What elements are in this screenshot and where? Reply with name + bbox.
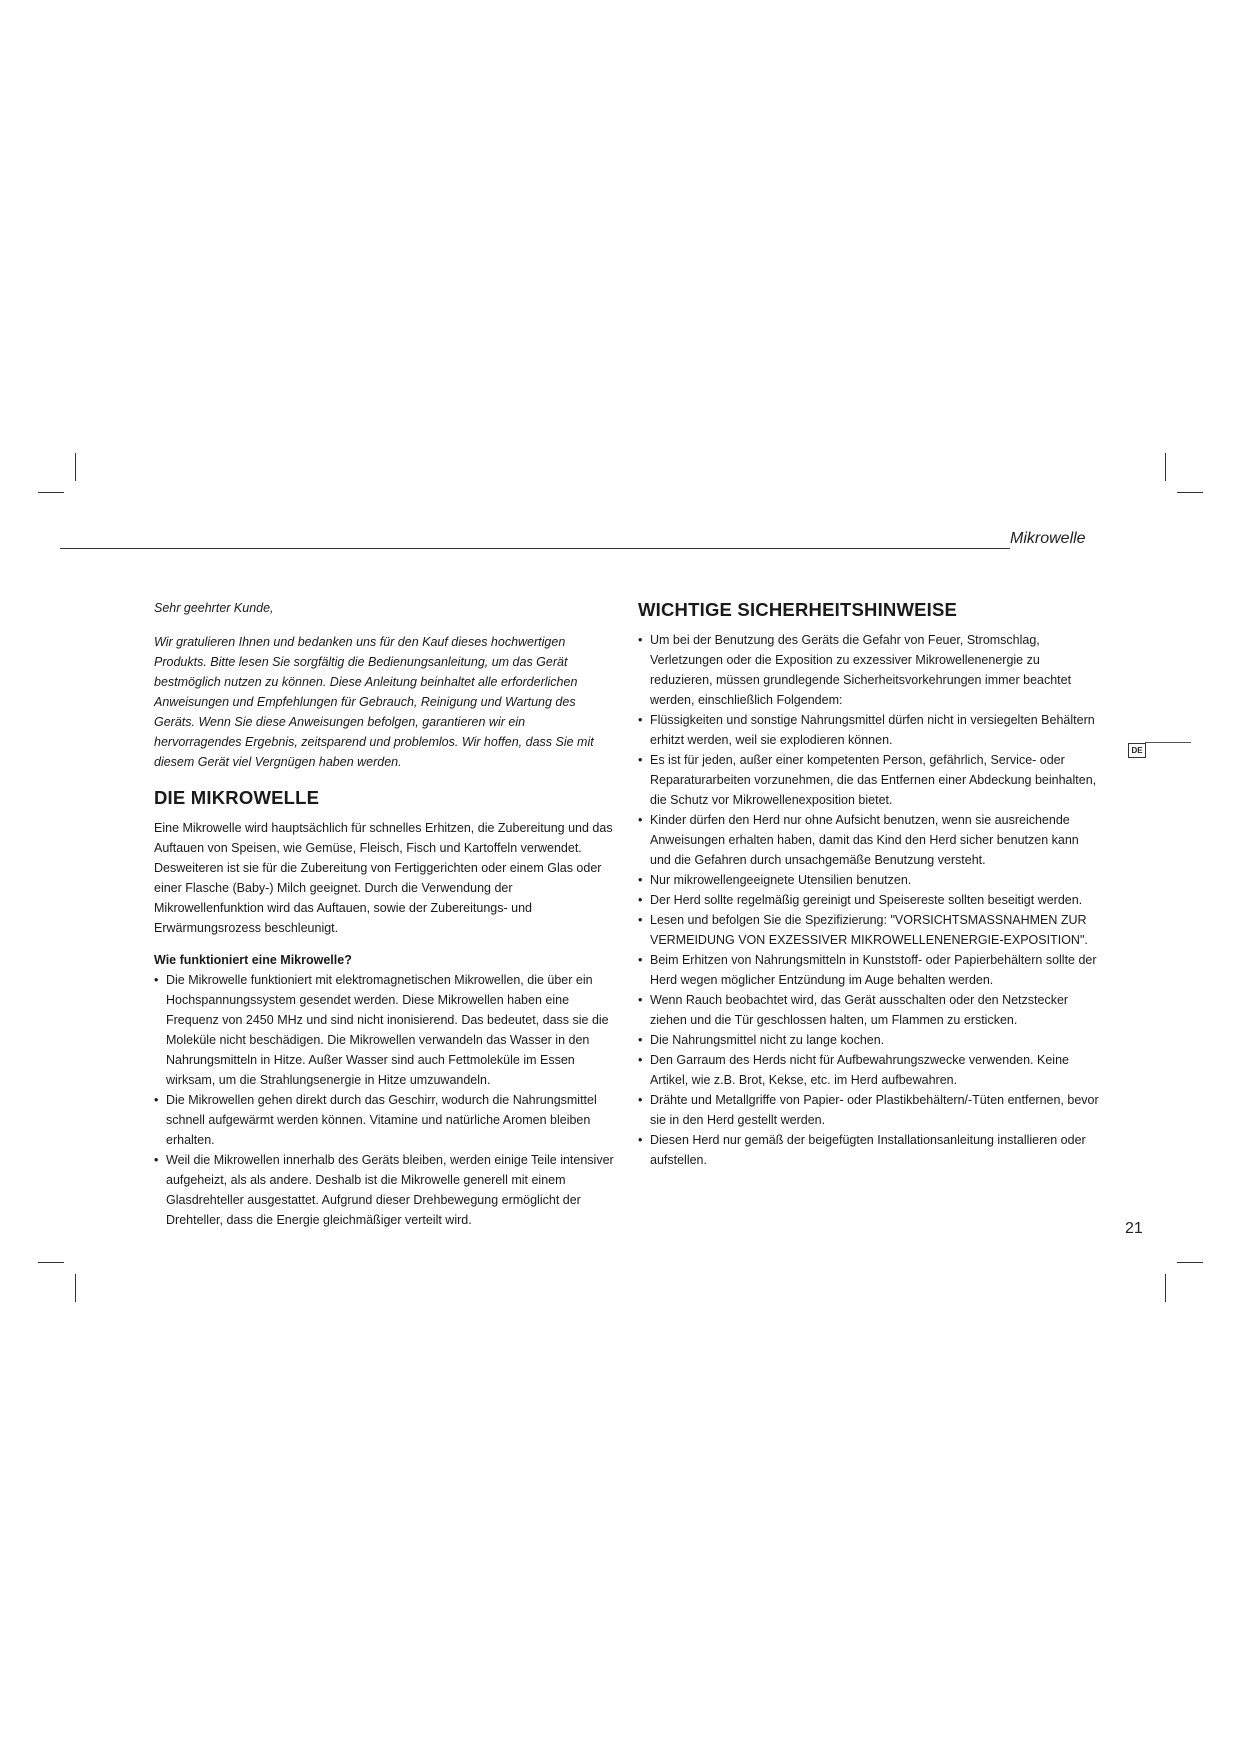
list-item-text: Die Mikrowellen gehen direkt durch das Geschirr, wodurch die Nahrungsmittel schnell aufgewärmt werden können. Vitamine und natürliche Aromen bleiben erhalten. [166,1093,597,1147]
crop-mark [75,1274,76,1302]
list-item-text: Die Nahrungsmittel nicht zu lange kochen. [650,1033,885,1047]
list-item [638,1030,1100,1050]
list-item-text: Weil die Mikrowellen innerhalb des Geräts bleiben, werden einige Teile intensiver aufgeheizt, als als andere. Deshalb ist die Mikrowelle generell mit einem Glasdrehteller ausgestattet. Aufgrund dieser Drehbewegung ermöglicht der Drehteller, dass die Energie gleichmäßiger verteilt wird. [166,1153,614,1227]
crop-mark [38,492,64,493]
language-tab-rule [1145,742,1191,743]
bullet-icon: • [638,993,643,1007]
crop-mark [1165,1274,1166,1302]
list-item [154,1090,616,1150]
list-item [638,710,1100,750]
section-body: Eine Mikrowelle wird hauptsächlich für schnelles Erhitzen, die Zubereitung und das Auftauen von Speisen, wie Gemüse, Fleisch, Fisch und Kartoffeln verwendet. Desweiteren ist sie für die Zubereitung von Fertiggerichten oder einem Glas oder einer Flasche (Baby-) Milch geeignet. Durch die Verwendung der Mikrowellenfunktion wird das Auftauen, sowie der Zubereitungs- und Erwärmungsrozess beschleunigt. [154,821,613,935]
list-item [154,1150,616,1230]
safety-list [638,630,1100,1170]
bullet-icon: • [638,813,643,827]
bullet-icon: • [154,973,159,987]
list-item-text: Nur mikrowellengeeignete Utensilien benutzen. [650,873,912,887]
language-tab: DE [1128,743,1146,758]
list-item-text: Die Mikrowelle funktioniert mit elektromagnetischen Mikrowellen, die über ein Hochspannungssystem gesendet werden. Diese Mikrowellen haben eine Frequenz von 2450 MHz und sind nicht inonisierend. Das bedeutet, dass sie die Moleküle nicht beschädigen. Die Mikrowellen verwandeln das Wasser in den Nahrungsmitteln in Hitze. Außer Wasser sind auch Fettmoleküle im Essen wirksam, um die Strahlungsenergie in Hitze umzuwandeln. [166,973,609,1087]
list-item [638,950,1100,990]
salutation: Sehr geehrter Kunde, [154,601,274,615]
section-title-mikrowelle: DIE MIKROWELLE [154,787,320,808]
crop-mark [38,1262,64,1263]
subheading: Wie funktioniert eine Mikrowelle? [154,953,352,967]
list-item-text: Flüssigkeiten und sonstige Nahrungsmittel dürfen nicht in versiegelten Behältern erhitzt werden, weil sie explodieren können. [650,713,1095,747]
bullet-icon: • [154,1153,159,1167]
left-column [154,598,616,1230]
list-item-text: Beim Erhitzen von Nahrungsmitteln in Kunststoff- oder Papierbehältern sollte der Herd wegen möglicher Entzündung im Auge behalten werden. [650,953,1097,987]
list-item [638,870,1100,890]
bullet-icon: • [638,1093,643,1107]
list-item [638,630,1100,710]
page-number: 21 [1125,1220,1143,1237]
crop-mark [75,453,76,481]
crop-mark [1165,453,1166,481]
list-item [638,810,1100,870]
list-item-text: Den Garraum des Herds nicht für Aufbewahrungszwecke verwenden. Keine Artikel, wie z.B. Brot, Kekse, etc. im Herd aufbewahren. [650,1053,1069,1087]
list-item-text: Kinder dürfen den Herd nur ohne Aufsicht benutzen, wenn sie ausreichende Anweisungen erhalten haben, damit das Kind den Herd sicher benutzen kann und die Gefahren durch unsachgemäße Benutzung versteht. [650,813,1079,867]
running-title: Mikrowelle [1010,530,1086,547]
list-item [638,990,1100,1030]
list-item-text: Diesen Herd nur gemäß der beigefügten Installationsanleitung installieren oder aufstellen. [650,1133,1086,1167]
crop-mark [1177,492,1203,493]
list-item [638,1050,1100,1090]
list-item-text: Drähte und Metallgriffe von Papier- oder Plastikbehältern/-Tüten entfernen, bevor sie in den Herd gestellt werden. [650,1093,1099,1127]
list-item [638,750,1100,810]
intro-paragraph: Wir gratulieren Ihnen und bedanken uns für den Kauf dieses hochwertigen Produkts. Bitte lesen Sie sorgfältig die Bedienungsanleitung, um das Gerät bestmöglich nutzen zu können. Diese Anleitung beinhaltet alle erforderlichen Anweisungen und Empfehlungen für Gebrauch, Reinigung und Wartung des Geräts. Wenn Sie diese Anweisungen befolgen, garantieren wir ein hervorragendes Ergebnis, zeitsparend und problemlos. Wir hoffen, dass Sie mit diesem Gerät viel Vergnügen haben werden. [154,635,594,769]
bullet-icon: • [638,873,643,887]
section-title-safety: WICHTIGE SICHERHEITSHINWEISE [638,599,958,620]
bullet-icon: • [638,1053,643,1067]
list-item-text: Wenn Rauch beobachtet wird, das Gerät ausschalten oder den Netzstecker ziehen und die Tür geschlossen halten, um Flammen zu ersticken. [650,993,1069,1027]
header-rule [60,548,1010,549]
list-item [154,970,616,1090]
list-item-text: Es ist für jeden, außer einer kompetenten Person, gefährlich, Service- oder Reparaturarbeiten vorzunehmen, die das Entfernen einer Abdeckung beinhalten, die Schutz vor Mikrowellenexposition bietet. [650,753,1097,807]
bullet-icon: • [638,953,643,967]
list-item [638,910,1100,950]
crop-mark [1177,1262,1203,1263]
list-item-text: Lesen und befolgen Sie die Spezifizierung: "VORSICHTSMASSNAHMEN ZUR VERMEIDUNG VON EXZESSIVER MIKROWELLENENERGIE-EXPOSITION". [650,913,1088,947]
how-it-works-list [154,970,616,1230]
bullet-icon: • [638,633,643,647]
bullet-icon: • [638,893,643,907]
bullet-icon: • [638,1033,643,1047]
bullet-icon: • [154,1093,159,1107]
bullet-icon: • [638,713,643,727]
list-item-text: Der Herd sollte regelmäßig gereinigt und Speisereste sollten beseitigt werden. [650,893,1083,907]
bullet-icon: • [638,1133,643,1147]
list-item [638,890,1100,910]
bullet-icon: • [638,913,643,927]
bullet-icon: • [638,753,643,767]
list-item [638,1130,1100,1170]
list-item-text: Um bei der Benutzung des Geräts die Gefahr von Feuer, Stromschlag, Verletzungen oder die Exposition zu exzessiver Mikrowellenenergie zu reduzieren, müssen grundlegende Sicherheitsvorkehrungen immer beachtet werden, einschließlich Folgendem: [650,633,1072,707]
right-column [638,598,1100,1170]
list-item [638,1090,1100,1130]
